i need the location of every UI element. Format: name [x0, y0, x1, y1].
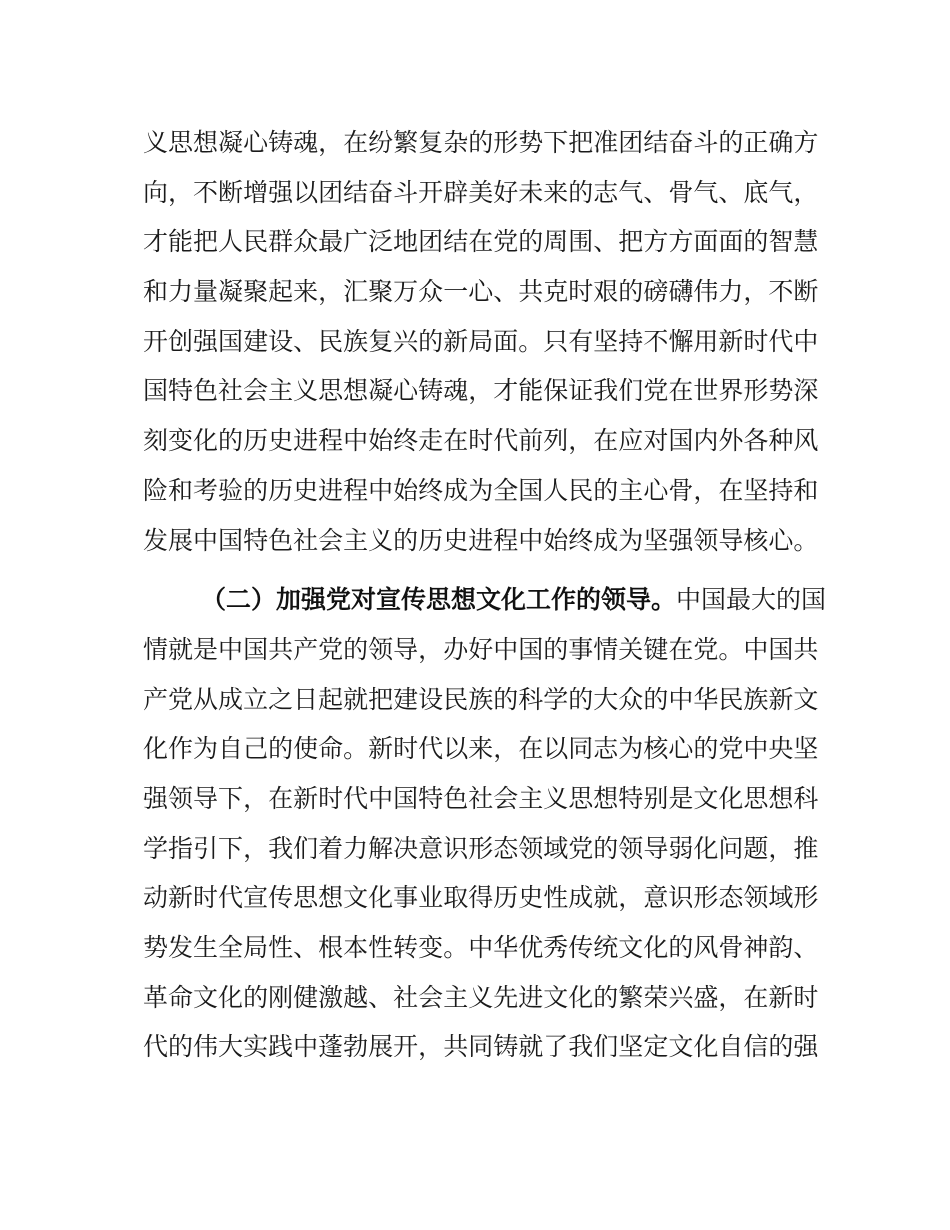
text-line: 情 就 是 中 国 共 产 党 的 领 导 ， 办 好 中 国 的 事 情 关 键 在 党 。 中 国 共: [143, 634, 819, 664]
document-body: [143, 118, 827, 1072]
text-line: 险 和 考 验 的 历 史 进 程 中 始 终 成 为 全 国 人 民 的 主 心 骨 ， 在 坚 持 和: [143, 475, 819, 505]
text-line: 发 展 中 国 特 色 社 会 主 义 的 历 史 进 程 中 始 终 成 为 坚 强 领 导 核 心 。: [143, 525, 819, 555]
text-line: 学 指 引 下 ， 我 们 着 力 解 决 意 识 形 态 领 域 党 的 领 导 弱 化 问 题 ， 推: [143, 833, 819, 863]
text-line: 义 思 想 凝 心 铸 魂 ， 在 纷 繁 复 杂 的 形 势 下 把 准 团 结 奋 斗 的 正 确 方: [143, 128, 819, 157]
text-run: 中国最大的国: [676, 585, 827, 615]
text-line: 国 特 色 社 会 主 义 思 想 凝 心 铸 魂 ， 才 能 保 证 我 们 党 在 世 界 形 势 深: [143, 376, 819, 406]
text-line: 化 作 为 自 己 的 使 命 。 新 时 代 以 来 ， 在 以 同 志 为 核 心 的 党 中 央 坚: [143, 734, 819, 764]
text-line: 刻 变 化 的 历 史 进 程 中 始 终 走 在 时 代 前 列 ， 在 应 对 国 内 外 各 种 风: [143, 426, 819, 456]
paragraph-1: [143, 118, 819, 565]
paragraph-spacing: [143, 565, 807, 575]
text-line: 动 新 时 代 宣 传 思 想 文 化 事 业 取 得 历 史 性 成 就 ， 意 识 形 态 领 域 形: [143, 883, 819, 913]
text-line: 革 命 文 化 的 刚 健 激 越 、 社 会 主 义 先 进 文 化 的 繁 荣 兴 盛 ， 在 新 时: [143, 982, 819, 1012]
section-heading: （二）加强党对宣传思想文化工作的领导。: [201, 585, 677, 615]
text-line: 代 的 伟 大 实 践 中 蓬 勃 展 开 ， 共 同 铸 就 了 我 们 坚 定 文 化 自 信 的 强: [143, 1032, 819, 1062]
text-line: 开 创 强 国 建 设 、 民 族 复 兴 的 新 局 面 。 只 有 坚 持 不 懈 用 新 时 代 中: [143, 326, 819, 356]
paragraph-2: [143, 575, 827, 1072]
text-line: 产 党 从 成 立 之 日 起 就 把 建 设 民 族 的 科 学 的 大 众 的 中 华 民 族 新 文: [143, 684, 819, 714]
text-line: 势 发 生 全 局 性 、 根 本 性 转 变 。 中 华 优 秀 传 统 文 化 的 风 骨 神 韵 、: [143, 933, 819, 962]
text-line: 强 领 导 下 ， 在 新 时 代 中 国 特 色 社 会 主 义 思 想 特 别 是 文 化 思 想 科: [143, 783, 819, 813]
text-line: 向 ， 不 断 增 强 以 团 结 奋 斗 开 辟 美 好 未 来 的 志 气 、 骨 气 、 底 气 ，: [143, 177, 819, 207]
text-line: 才 能 把 人 民 群 众 最 广 泛 地 团 结 在 党 的 周 围 、 把 方 方 面 面 的 智 慧: [143, 227, 819, 257]
paragraph-first-line: [143, 575, 827, 625]
text-line: 和 力 量 凝 聚 起 来 ， 汇 聚 万 众 一 心 、 共 克 时 艰 的 磅 礴 伟 力 ， 不 断: [143, 277, 819, 307]
